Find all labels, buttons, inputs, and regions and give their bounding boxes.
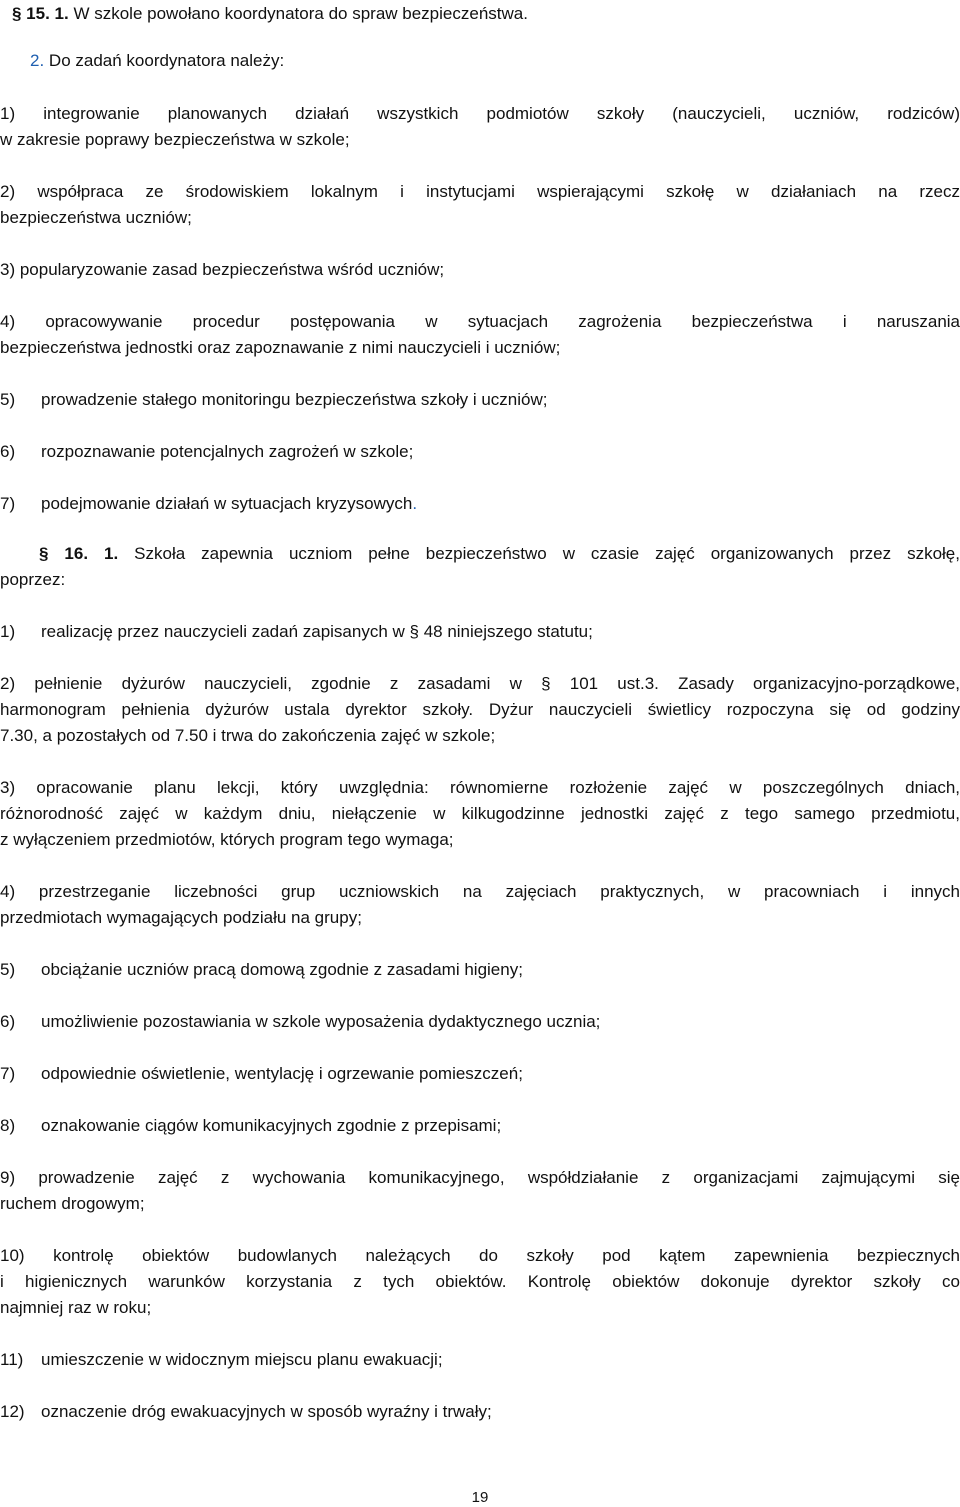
item-15-5 <box>0 389 960 411</box>
item-15-3: 3) popularyzowanie zasad bezpieczeństwa wśród uczniów; <box>0 260 445 279</box>
item-16-8 <box>0 1115 960 1137</box>
item-16-10-line-2: i higienicznych warunków korzystania z tych obiektów. Kontrolę obiektów dokonuje dyrektor szkoły co <box>0 1272 960 1291</box>
item-16-3-line-1: 3) opracowanie planu lekcji, który uwzględnia: równomierne rozłożenie zajęć w poszczególnych dniach, <box>0 778 960 797</box>
item-16-8-text: oznakowanie ciągów komunikacyjnych zgodnie z przepisami; <box>41 1116 502 1135</box>
page-number: 19 <box>471 1489 489 1506</box>
item-16-2-line-2: harmonogram pełnienia dyżurów ustala dyrektor szkoły. Dyżur nauczycieli świetlicy rozpoczyna się od godziny <box>0 700 960 719</box>
item-16-11 <box>0 1349 960 1371</box>
paragraph-15-2 <box>30 50 930 72</box>
item-15-7-text: podejmowanie działań w sytuacjach kryzysowych <box>41 494 413 513</box>
item-16-12-number: 12) <box>0 1402 25 1421</box>
item-15-7-number: 7) <box>0 494 16 513</box>
item-15-6 <box>0 441 960 463</box>
item-16-4-line-1: 4) przestrzeganie liczebności grup uczniowskich na zajęciach praktycznych, w pracowniach i innych <box>0 882 960 901</box>
item-16-12-text: oznaczenie dróg ewakuacyjnych w sposób wyraźny i trwały; <box>41 1402 492 1421</box>
item-16-8-number: 8) <box>0 1116 16 1135</box>
section-15-number: § 15. 1. <box>12 4 69 23</box>
item-16-5-number: 5) <box>0 960 16 979</box>
item-16-1-text: realizację przez nauczycieli zadań zapisanych w § 48 niniejszego statutu; <box>41 622 593 641</box>
item-16-10-line-1: 10) kontrolę obiektów budowlanych należących do szkoły pod kątem zapewnienia bezpiecznych <box>0 1246 960 1265</box>
item-16-5-text: obciążanie uczniów pracą domową zgodnie z zasadami higieny; <box>41 960 523 979</box>
item-16-6-text: umożliwienie pozostawiania w szkole wyposażenia dydaktycznego ucznia; <box>41 1012 601 1031</box>
item-16-7-number: 7) <box>0 1064 16 1083</box>
item-16-12 <box>0 1401 960 1423</box>
item-16-4-line-2: przedmiotach wymagających podziału na grupy; <box>0 908 362 927</box>
item-16-9-line-2: ruchem drogowym; <box>0 1194 145 1213</box>
item-16-5 <box>0 959 960 981</box>
item-16-7-text: odpowiednie oświetlenie, wentylację i ogrzewanie pomieszczeń; <box>41 1064 523 1083</box>
item-16-6-number: 6) <box>0 1012 16 1031</box>
item-15-1-line-1: 1) integrowanie planowanych działań wszystkich podmiotów szkoły (nauczycieli, uczniów, rodziców) <box>0 104 960 123</box>
item-16-10-line-3: najmniej raz w roku; <box>0 1298 152 1317</box>
item-16-9-line-1: 9) prowadzenie zajęć z wychowania komunikacyjnego, współdziałanie z organizacjami zajmującymi się <box>0 1168 960 1187</box>
section-16-text: Szkoła zapewnia uczniom pełne bezpieczeństwo w czasie zajęć organizowanych przez szkołę, <box>118 544 960 563</box>
item-15-2-line-1: 2) współpraca ze środowiskiem lokalnym i instytucjami wspierającymi szkołę w działaniach na rzecz <box>0 182 960 201</box>
item-15-6-number: 6) <box>0 442 16 461</box>
paragraph-15-2-number: 2. <box>30 51 45 70</box>
paragraph-15-2-text: Do zadań koordynatora należy: <box>44 51 285 70</box>
item-15-4-line-2: bezpieczeństwa jednostki oraz zapoznawanie z nimi nauczycieli i uczniów; <box>0 338 561 357</box>
item-15-5-text: prowadzenie stałego monitoringu bezpieczeństwa szkoły i uczniów; <box>41 390 548 409</box>
item-15-6-text: rozpoznawanie potencjalnych zagrożeń w szkole; <box>41 442 414 461</box>
item-16-11-number: 11) <box>0 1350 24 1369</box>
item-16-6 <box>0 1011 960 1033</box>
item-15-2-line-2: bezpieczeństwa uczniów; <box>0 208 192 227</box>
item-16-2-line-3: 7.30, a pozostałych od 7.50 i trwa do zakończenia zajęć w szkole; <box>0 726 496 745</box>
item-15-7 <box>0 493 960 515</box>
item-16-1 <box>0 621 960 643</box>
item-15-7-period: . <box>412 494 418 513</box>
item-16-3-line-3: z wyłączeniem przedmiotów, których program tego wymaga; <box>0 830 454 849</box>
item-15-5-number: 5) <box>0 390 16 409</box>
item-16-2-line-1: 2) pełnienie dyżurów nauczycieli, zgodnie z zasadami w § 101 ust.3. Zasady organizacyjno-porządkowe, <box>0 674 960 693</box>
item-15-1-line-2: w zakresie poprawy bezpieczeństwa w szkole; <box>0 130 350 149</box>
item-16-7 <box>0 1063 960 1085</box>
item-16-1-number: 1) <box>0 622 16 641</box>
item-15-4-line-1: 4) opracowywanie procedur postępowania w sytuacjach zagrożenia bezpieczeństwa i naruszania <box>0 312 960 331</box>
section-15-heading <box>12 3 952 25</box>
section-16-line-1 <box>39 543 960 565</box>
item-16-3-line-2: różnorodność zajęć w każdym dniu, niełączenie w kilkugodzinne jednostki zajęć z tego samego przedmiotu, <box>0 804 960 823</box>
section-16-number: § 16. 1. <box>39 544 119 563</box>
item-16-11-text: umieszczenie w widocznym miejscu planu ewakuacji; <box>41 1350 443 1369</box>
section-16-line-2: poprzez: <box>0 570 66 589</box>
section-15-text: W szkole powołano koordynatora do spraw bezpieczeństwa. <box>68 4 528 23</box>
